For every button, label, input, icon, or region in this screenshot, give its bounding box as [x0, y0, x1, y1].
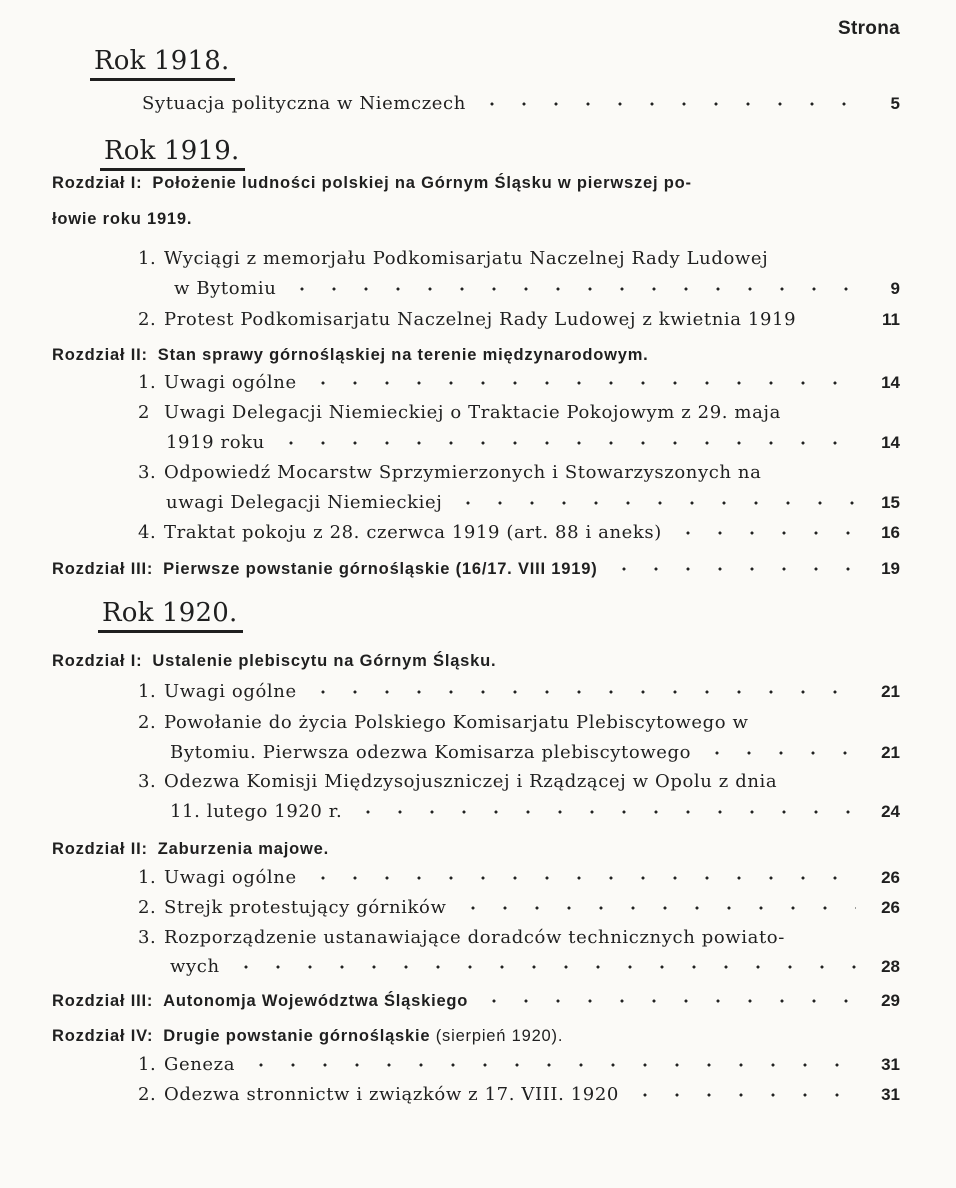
dot-leader [286, 280, 856, 298]
dot-leader [230, 958, 856, 976]
year-heading-1920: Rok 1920. [98, 598, 243, 633]
dot-leader [701, 744, 856, 762]
dot-leader [476, 95, 856, 113]
toc-entry: 2. Strejk protestujący górników 26 [138, 897, 900, 918]
dot-leader [452, 494, 856, 512]
toc-entry: 2. Protest Podkomisarjatu Naczelnej Rady Ludowej z kwietnia 1919 11 [138, 309, 900, 330]
dot-leader [672, 524, 856, 542]
toc-entry: 2. Powołanie do życia Polskiego Komisarjatu Plebiscytowego w [138, 712, 749, 733]
chapter-heading: Rozdział I: Ustalenie plebiscytu na Górnym Śląsku. [52, 652, 497, 670]
chapter-heading: Rozdział III: Pierwsze powstanie górnośląskie (16/17. VIII 1919) 19 [52, 559, 900, 578]
toc-entry-continuation: 1919 roku 14 [166, 432, 900, 453]
toc-entry: 2. Odezwa stronnictw i związków z 17. VIII. 1920 31 [138, 1084, 900, 1105]
toc-entry: 3. Odpowiedź Mocarstw Sprzymierzonych i Stowarzyszonych na [138, 462, 762, 483]
dot-leader [275, 434, 856, 452]
year-heading-1918: Rok 1918. [90, 46, 235, 81]
dot-leader [307, 683, 856, 701]
toc-entry: 1. Geneza 31 [138, 1054, 900, 1075]
toc-entry-continuation: 11. lutego 1920 r. 24 [170, 801, 900, 822]
dot-leader [457, 899, 857, 917]
dot-leader [629, 1086, 856, 1104]
toc-entry-continuation: wych 28 [170, 956, 900, 977]
dot-leader [352, 803, 856, 821]
toc-entry-continuation: w Bytomiu 9 [174, 278, 900, 299]
dot-leader [307, 374, 856, 392]
chapter-heading: Rozdział II: Stan sprawy górnośląskiej na terenie międzynarodowym. [52, 346, 649, 364]
toc-entry: 1. Uwagi ogólne 26 [138, 867, 900, 888]
toc-entry: 1. Wyciągi z memorjału Podkomisarjatu Naczelnej Rady Ludowej [138, 248, 769, 269]
toc-entry-continuation: uwagi Delegacji Niemieckiej 15 [166, 492, 900, 513]
dot-leader [307, 869, 856, 887]
dot-leader [608, 560, 857, 578]
toc-entry: 2 Uwagi Delegacji Niemieckiej o Traktacie Pokojowym z 29. maja [138, 402, 781, 423]
year-heading-1919: Rok 1919. [100, 136, 245, 171]
toc-entry: 1. Uwagi ogólne 21 [138, 681, 900, 702]
chapter-heading: Rozdział I: Położenie ludności polskiej na Górnym Śląsku w pierwszej po- [52, 174, 692, 192]
chapter-heading: Rozdział III: Autonomja Województwa Śląskiego 29 [52, 991, 900, 1010]
toc-entry: 3. Rozporządzenie ustanawiające doradców technicznych powiato- [138, 927, 785, 948]
toc-entry-continuation: Bytomiu. Pierwsza odezwa Komisarza plebiscytowego 21 [170, 742, 900, 763]
dot-leader [478, 992, 856, 1010]
toc-entry: 3. Odezwa Komisji Międzysojuszniczej i Rządzącej w Opolu z dnia [138, 771, 778, 792]
chapter-heading-continuation: łowie roku 1919. [52, 210, 193, 228]
toc-entry: 4. Traktat pokoju z 28. czerwca 1919 (art. 88 i aneks) 16 [138, 522, 900, 543]
toc-entry: 1. Uwagi ogólne 14 [138, 372, 900, 393]
toc-entry: Sytuacja polityczna w Niemczech 5 [142, 93, 900, 114]
dot-leader [245, 1056, 856, 1074]
page-column-header: Strona [838, 18, 900, 39]
chapter-heading: Rozdział IV: Drugie powstanie górnośląskie (sierpień 1920). [52, 1027, 564, 1045]
chapter-heading: Rozdział II: Zaburzenia majowe. [52, 840, 329, 858]
